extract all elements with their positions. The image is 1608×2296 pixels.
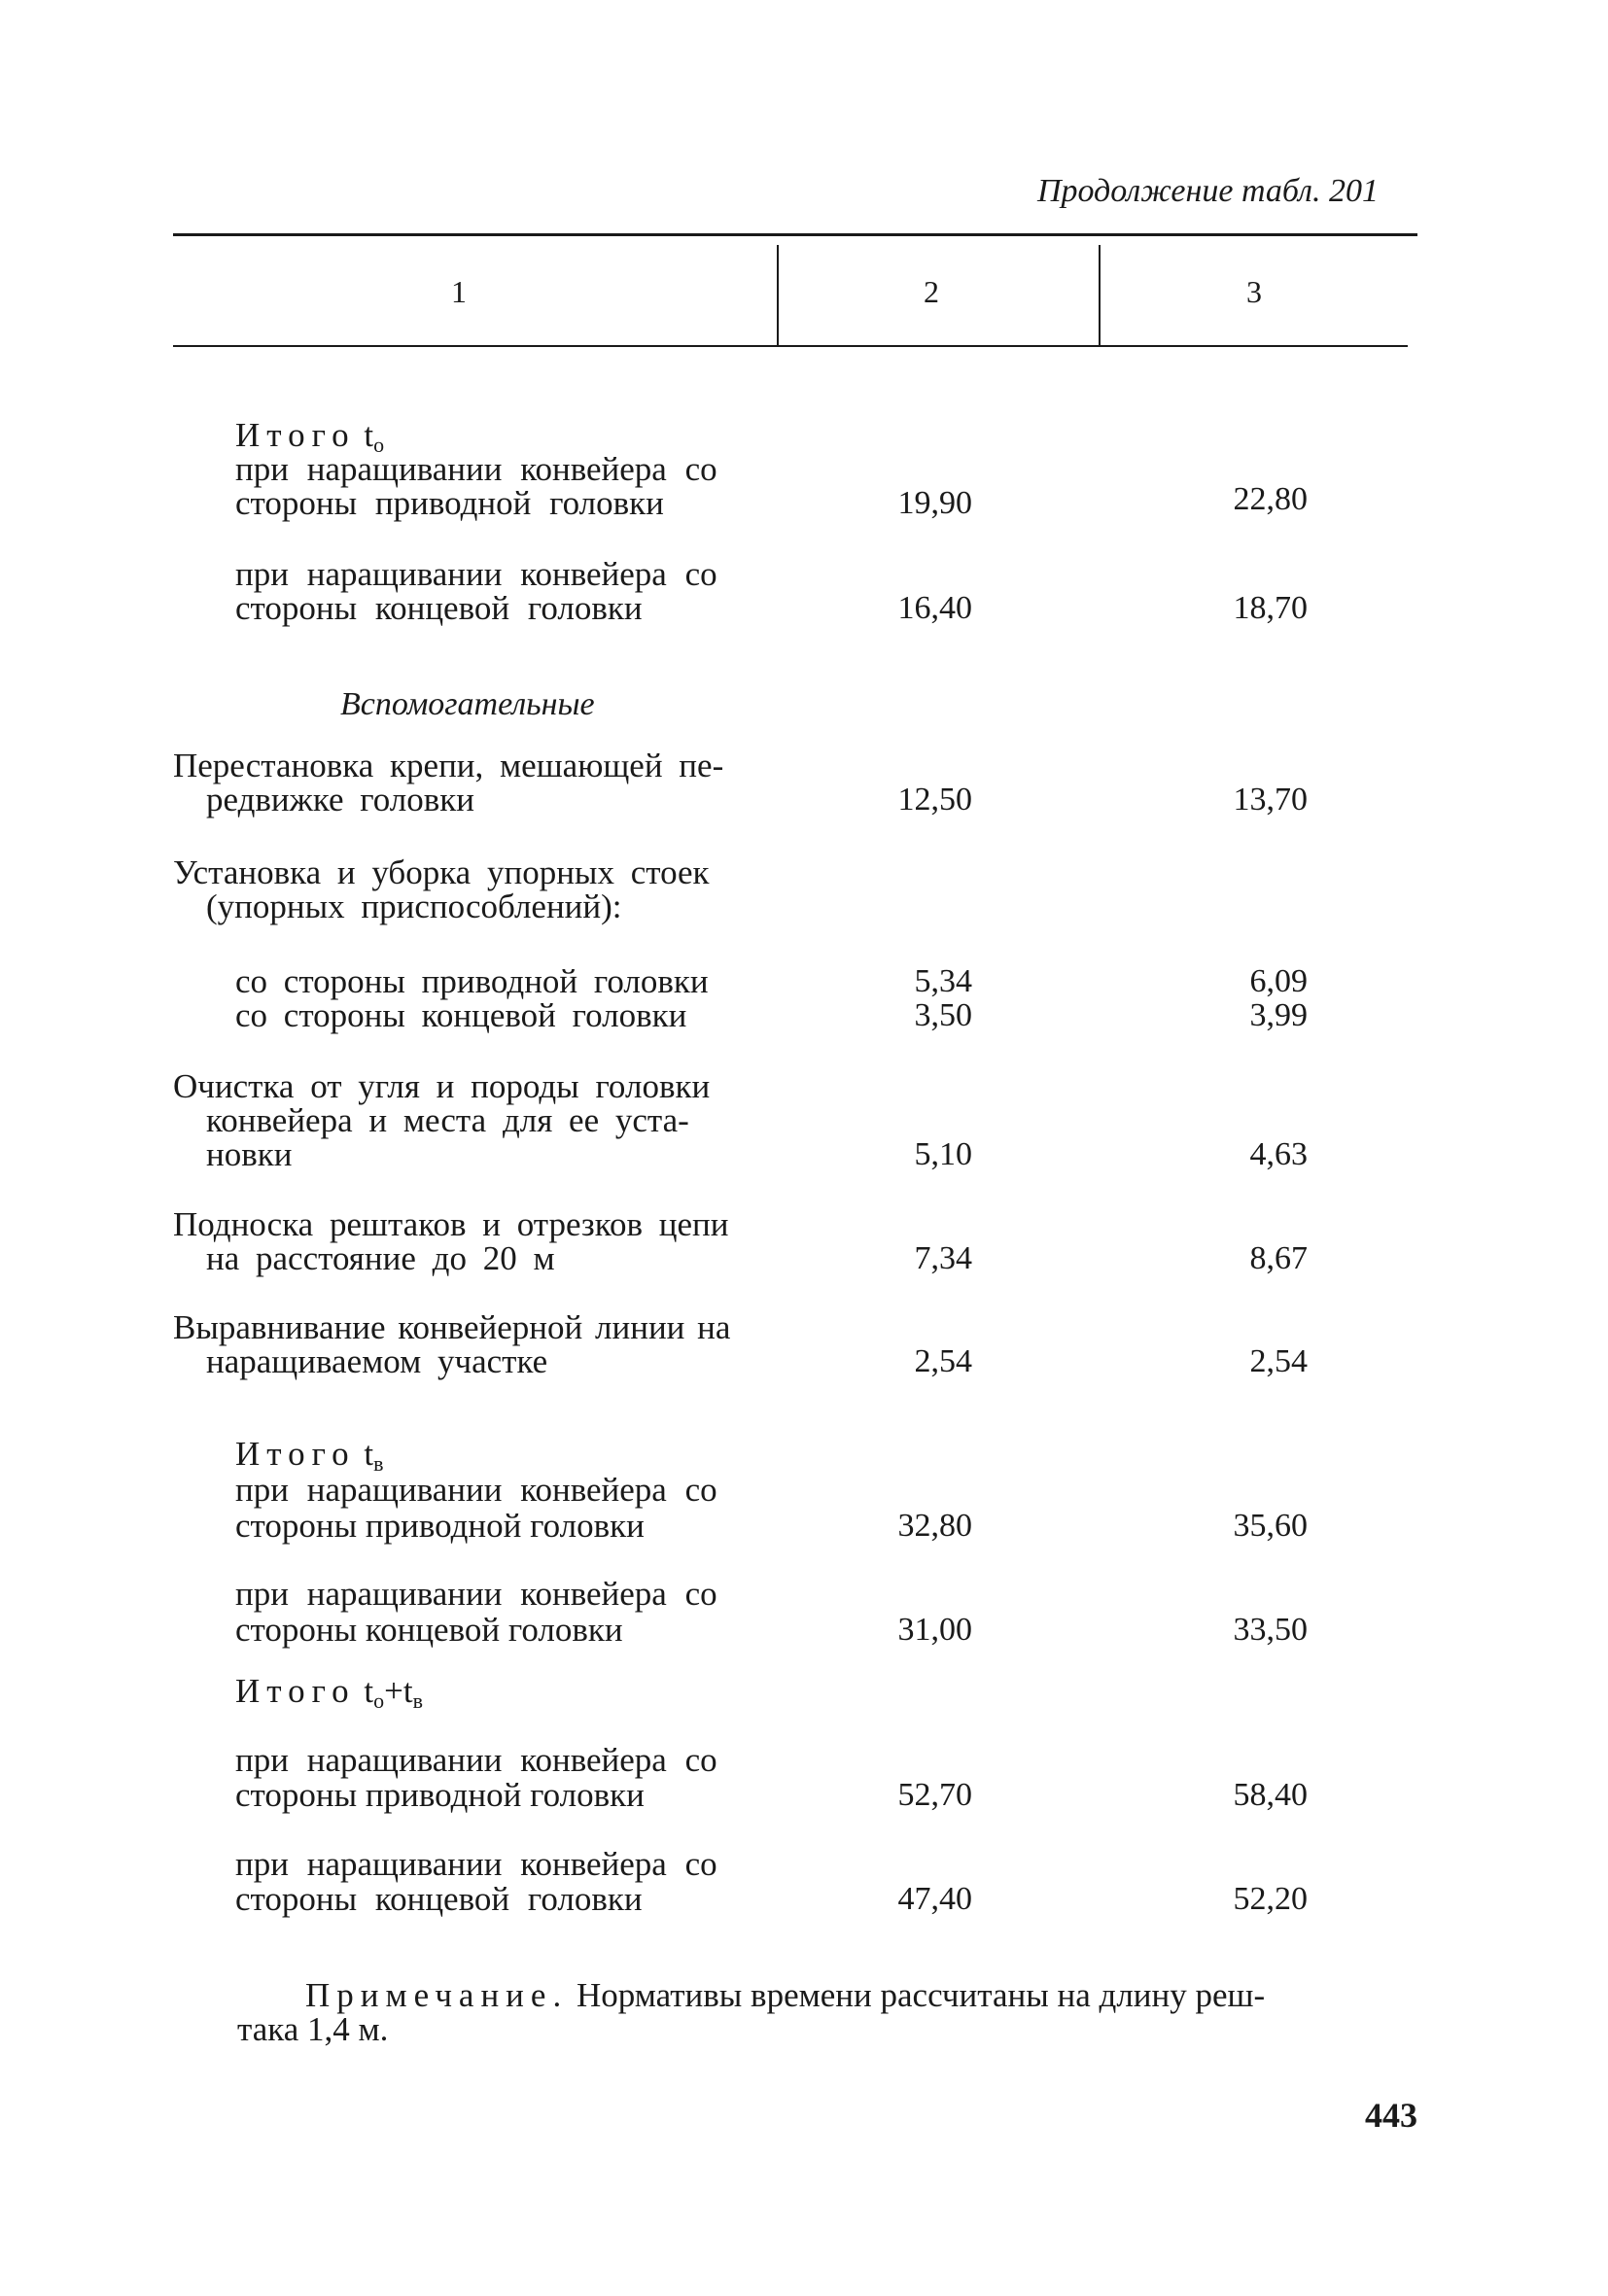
row-label-cont: стороны приводной головки [235, 484, 664, 522]
table-header-bottom-rule [173, 345, 1408, 347]
row-label-cont: стороны концевой головки [235, 1611, 623, 1649]
total-var-sub: о [373, 1688, 385, 1713]
column-header-2: 2 [924, 274, 939, 309]
value-col3: 22,80 [1233, 481, 1308, 517]
total-label: Итого [235, 1672, 356, 1710]
value-col2: 5,34 [914, 963, 972, 999]
value-col2: 19,90 [897, 485, 972, 521]
row-label-cont: стороны концевой головки [235, 589, 643, 627]
value-col2: 5,10 [914, 1136, 972, 1172]
row-label-cont: редвижке головки [206, 781, 474, 818]
total-var-sub: в [373, 1451, 384, 1476]
row-label: Установка и уборка упорных стоек [173, 853, 710, 891]
row-label-cont: (упорных приспособлений): [206, 887, 622, 925]
total-var-sub: о [373, 433, 385, 457]
row-label-cont: на расстояние до 20 м [206, 1239, 555, 1277]
total-var: t [364, 1672, 374, 1710]
row-label-cont: стороны приводной головки [235, 1507, 645, 1545]
total-label: Итого [235, 416, 356, 454]
value-col2: 2,54 [914, 1343, 972, 1379]
value-col3: 13,70 [1233, 782, 1308, 818]
column-header-1: 1 [451, 274, 467, 309]
total-var: t [402, 1672, 413, 1710]
column-divider-1 [777, 245, 779, 345]
value-col2: 7,34 [914, 1240, 972, 1276]
table-top-rule [173, 233, 1417, 236]
value-col2: 47,40 [897, 1881, 972, 1917]
row-label: Перестановка крепи, мешающей пе- [173, 747, 724, 784]
total-label: Итого [235, 1435, 356, 1473]
row-label: со стороны приводной головки [235, 962, 709, 1000]
page-number: 443 [1365, 2096, 1417, 2135]
value-col3: 6,09 [1249, 963, 1308, 999]
row-label: при наращивании конвейера со [235, 1575, 717, 1613]
value-col3: 18,70 [1233, 590, 1308, 626]
value-col2: 32,80 [897, 1508, 972, 1544]
value-col3: 35,60 [1233, 1508, 1308, 1544]
row-label-cont: конвейера и места для ее уста- [206, 1101, 689, 1139]
row-label-cont: новки [206, 1135, 293, 1173]
value-col3: 52,20 [1233, 1881, 1308, 1917]
value-col3: 4,63 [1249, 1136, 1308, 1172]
total-sum-heading [235, 1674, 423, 1719]
note-label: Примечание. [305, 1976, 569, 2014]
total-var: t [364, 1435, 374, 1473]
row-label: при наращивании конвейера со [235, 1471, 717, 1509]
value-col3: 2,54 [1249, 1343, 1308, 1379]
note-cont: така 1,4 м. [237, 2010, 389, 2048]
column-header-3: 3 [1246, 274, 1262, 309]
value-col2: 31,00 [897, 1612, 972, 1648]
table-caption: Продолжение табл. 201 [1036, 173, 1379, 209]
row-label: Выравнивание конвейерной линии на [173, 1308, 731, 1346]
value-col2: 12,50 [897, 782, 972, 818]
value-col3: 33,50 [1233, 1612, 1308, 1648]
row-label: при наращивании конвейера со [235, 450, 717, 488]
row-label-cont: наращиваемом участке [206, 1342, 548, 1380]
row-label: Очистка от угля и породы головки [173, 1067, 711, 1105]
column-divider-2 [1099, 245, 1101, 345]
row-label: со стороны концевой головки [235, 996, 687, 1034]
row-label-cont: стороны приводной головки [235, 1776, 645, 1814]
value-col3: 3,99 [1249, 997, 1308, 1033]
note [305, 1978, 1265, 2013]
value-col2: 52,70 [897, 1777, 972, 1813]
row-label: при наращивании конвейера со [235, 1845, 717, 1883]
total-var-sub: в [412, 1688, 423, 1713]
value-col2: 3,50 [914, 997, 972, 1033]
note-text: Нормативы времени рассчитаны на длину реш- [576, 1976, 1266, 2014]
total-var: t [364, 416, 374, 454]
value-col2: 16,40 [897, 590, 972, 626]
row-label: при наращивании конвейера со [235, 1741, 717, 1779]
row-label: Подноска рештаков и отрезков цепи [173, 1205, 729, 1243]
value-col3: 58,40 [1233, 1777, 1308, 1813]
row-label-cont: стороны концевой головки [235, 1880, 643, 1918]
value-col3: 8,67 [1249, 1240, 1308, 1276]
plus-sign: + [384, 1672, 403, 1710]
section-heading-aux: Вспомогательные [340, 686, 595, 722]
row-label: при наращивании конвейера со [235, 555, 717, 593]
